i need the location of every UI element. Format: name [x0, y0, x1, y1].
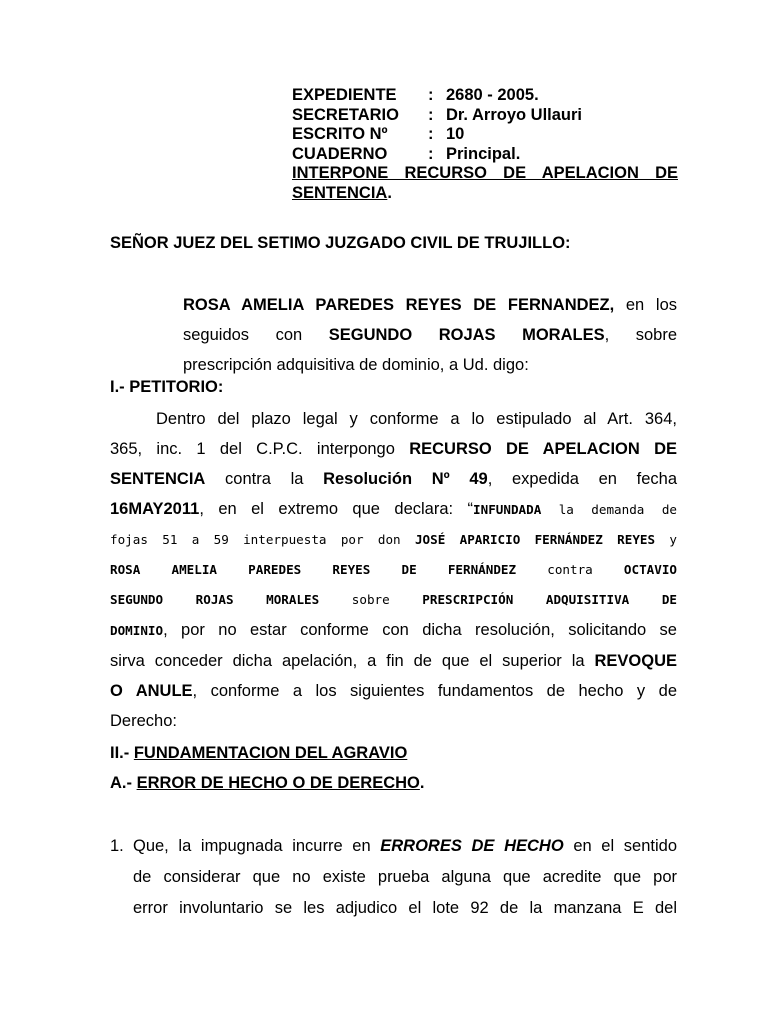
paragraph-line — [110, 676, 677, 706]
section-suffix: . — [419, 774, 425, 792]
quoted-bold: INFUNDADA — [473, 502, 542, 517]
resolution-number: Resolución Nº 49 — [323, 470, 488, 488]
quoted-bold: OCTAVIO — [623, 562, 677, 577]
text-run: , por no estar conforme con dicha resolución, solicitando se — [163, 621, 677, 639]
intro-text: en los — [614, 296, 677, 314]
paragraph-line — [110, 525, 677, 555]
paragraph-line — [110, 494, 677, 525]
paragraph-line — [110, 464, 677, 494]
paragraph-line — [110, 434, 677, 464]
text-run: , expedida en fecha — [487, 470, 677, 488]
paragraph-line — [110, 646, 677, 676]
document-title-line1: INTERPONE RECURSO DE APELACION DE — [292, 164, 678, 182]
paragraph-line: error involuntario se les adjudico el lote 92 de la manzana E del — [133, 899, 677, 917]
paragraph-line: Derecho: — [110, 712, 177, 730]
intro-line — [183, 290, 677, 320]
header-separator: : — [428, 125, 434, 143]
paragraph-line: Dentro del plazo legal y conforme a lo estipulado al Art. 364, — [156, 410, 677, 428]
section-prefix: A.- — [110, 774, 137, 792]
intro-line: prescripción adquisitiva de dominio, a Ud. digo: — [183, 356, 529, 374]
quoted-text: la demanda de — [541, 502, 677, 517]
header-label: SECRETARIO — [292, 105, 399, 124]
quoted-bold: PRESCRIPCIÓN ADQUISITIVA DE — [422, 592, 677, 607]
header-separator: : — [428, 86, 434, 104]
addressee: SEÑOR JUEZ DEL SETIMO JUZGADO CIVIL DE TRUJILLO: — [110, 234, 571, 252]
intro-text: seguidos con — [183, 326, 329, 344]
section-prefix: II.- — [110, 744, 134, 762]
text-run: , en el extremo que declara: “ — [199, 500, 474, 518]
text-run-bold-italic: ERRORES DE HECHO — [380, 837, 564, 855]
resolution-date: 16MAY2011 — [110, 500, 200, 518]
document-title-word: SENTENCIA — [292, 183, 388, 202]
quoted-text: y — [669, 532, 677, 547]
header-label: ESCRITO Nº — [292, 125, 388, 143]
text-run-bold: SENTENCIA — [110, 470, 206, 488]
quoted-text: fojas 51 a 59 interpuesta por don — [110, 532, 415, 547]
subsection-heading-error — [110, 774, 424, 793]
header-row-escrito — [292, 125, 678, 145]
intro-line — [183, 320, 677, 350]
text-run-bold: REVOQUE — [594, 652, 677, 670]
plaintiff-name: ROSA AMELIA PAREDES REYES DE FERNANDEZ, — [183, 296, 615, 314]
intro-paragraph — [183, 290, 677, 380]
text-run: sirva conceder dicha apelación, a fin de que el superior la — [110, 652, 595, 670]
paragraph-line — [110, 615, 677, 646]
header-label: CUADERNO — [292, 144, 388, 163]
defendant-name: SEGUNDO ROJAS MORALES — [328, 326, 605, 344]
header-value: 10 — [446, 125, 465, 143]
text-run: , conforme a los siguientes fundamentos de hecho y de — [192, 682, 678, 700]
section-title: FUNDAMENTACION DEL AGRAVIO — [133, 744, 408, 762]
paragraph-line: de considerar que no existe prueba alguna que acredite que por — [133, 868, 677, 886]
text-run: 365, inc. 1 del C.P.C. interpongo — [110, 440, 410, 458]
list-item-number: 1. — [110, 837, 124, 855]
quoted-text: sobre — [351, 592, 423, 607]
paragraph-line — [110, 585, 677, 615]
header-row-secretario — [292, 106, 678, 126]
section-title: ERROR DE HECHO O DE DERECHO — [136, 774, 420, 792]
petitorio-paragraph — [110, 404, 677, 736]
quoted-bold: DOMINIO — [110, 623, 164, 638]
quoted-bold: SEGUNDO ROJAS MORALES — [110, 592, 320, 607]
intro-text: , sobre — [604, 326, 677, 344]
quoted-bold: ROSA AMELIA PAREDES REYES DE FERNÁNDEZ — [110, 562, 517, 577]
paragraph-line — [133, 831, 677, 862]
header-row-cuaderno — [292, 145, 678, 165]
header-label: EXPEDIENTE — [292, 86, 397, 104]
paragraph-line — [110, 555, 677, 585]
section-heading-fundamentacion — [110, 744, 407, 763]
text-run-bold: O ANULE — [110, 682, 193, 700]
quoted-text: contra — [547, 562, 624, 577]
text-run: contra la — [225, 470, 324, 488]
text-run: en el sentido — [563, 837, 678, 855]
quoted-bold: JOSÉ APARICIO FERNÁNDEZ REYES — [414, 532, 656, 547]
text-run-bold: RECURSO DE APELACION DE — [409, 440, 677, 458]
header-value: Dr. Arroyo Ullauri — [446, 105, 583, 124]
list-item-text — [133, 831, 677, 924]
header-separator: : — [428, 144, 434, 163]
case-header — [292, 86, 678, 203]
header-value: 2680 - 2005. — [446, 86, 539, 104]
header-value: Principal. — [446, 144, 521, 163]
text-run: Que, la impugnada incurre en — [133, 837, 381, 855]
header-row-expediente — [292, 86, 678, 106]
document-title-line2 — [292, 184, 678, 204]
header-separator: : — [428, 105, 434, 124]
document-title-period: . — [387, 183, 392, 202]
section-heading-petitorio: I.- PETITORIO: — [110, 378, 224, 396]
